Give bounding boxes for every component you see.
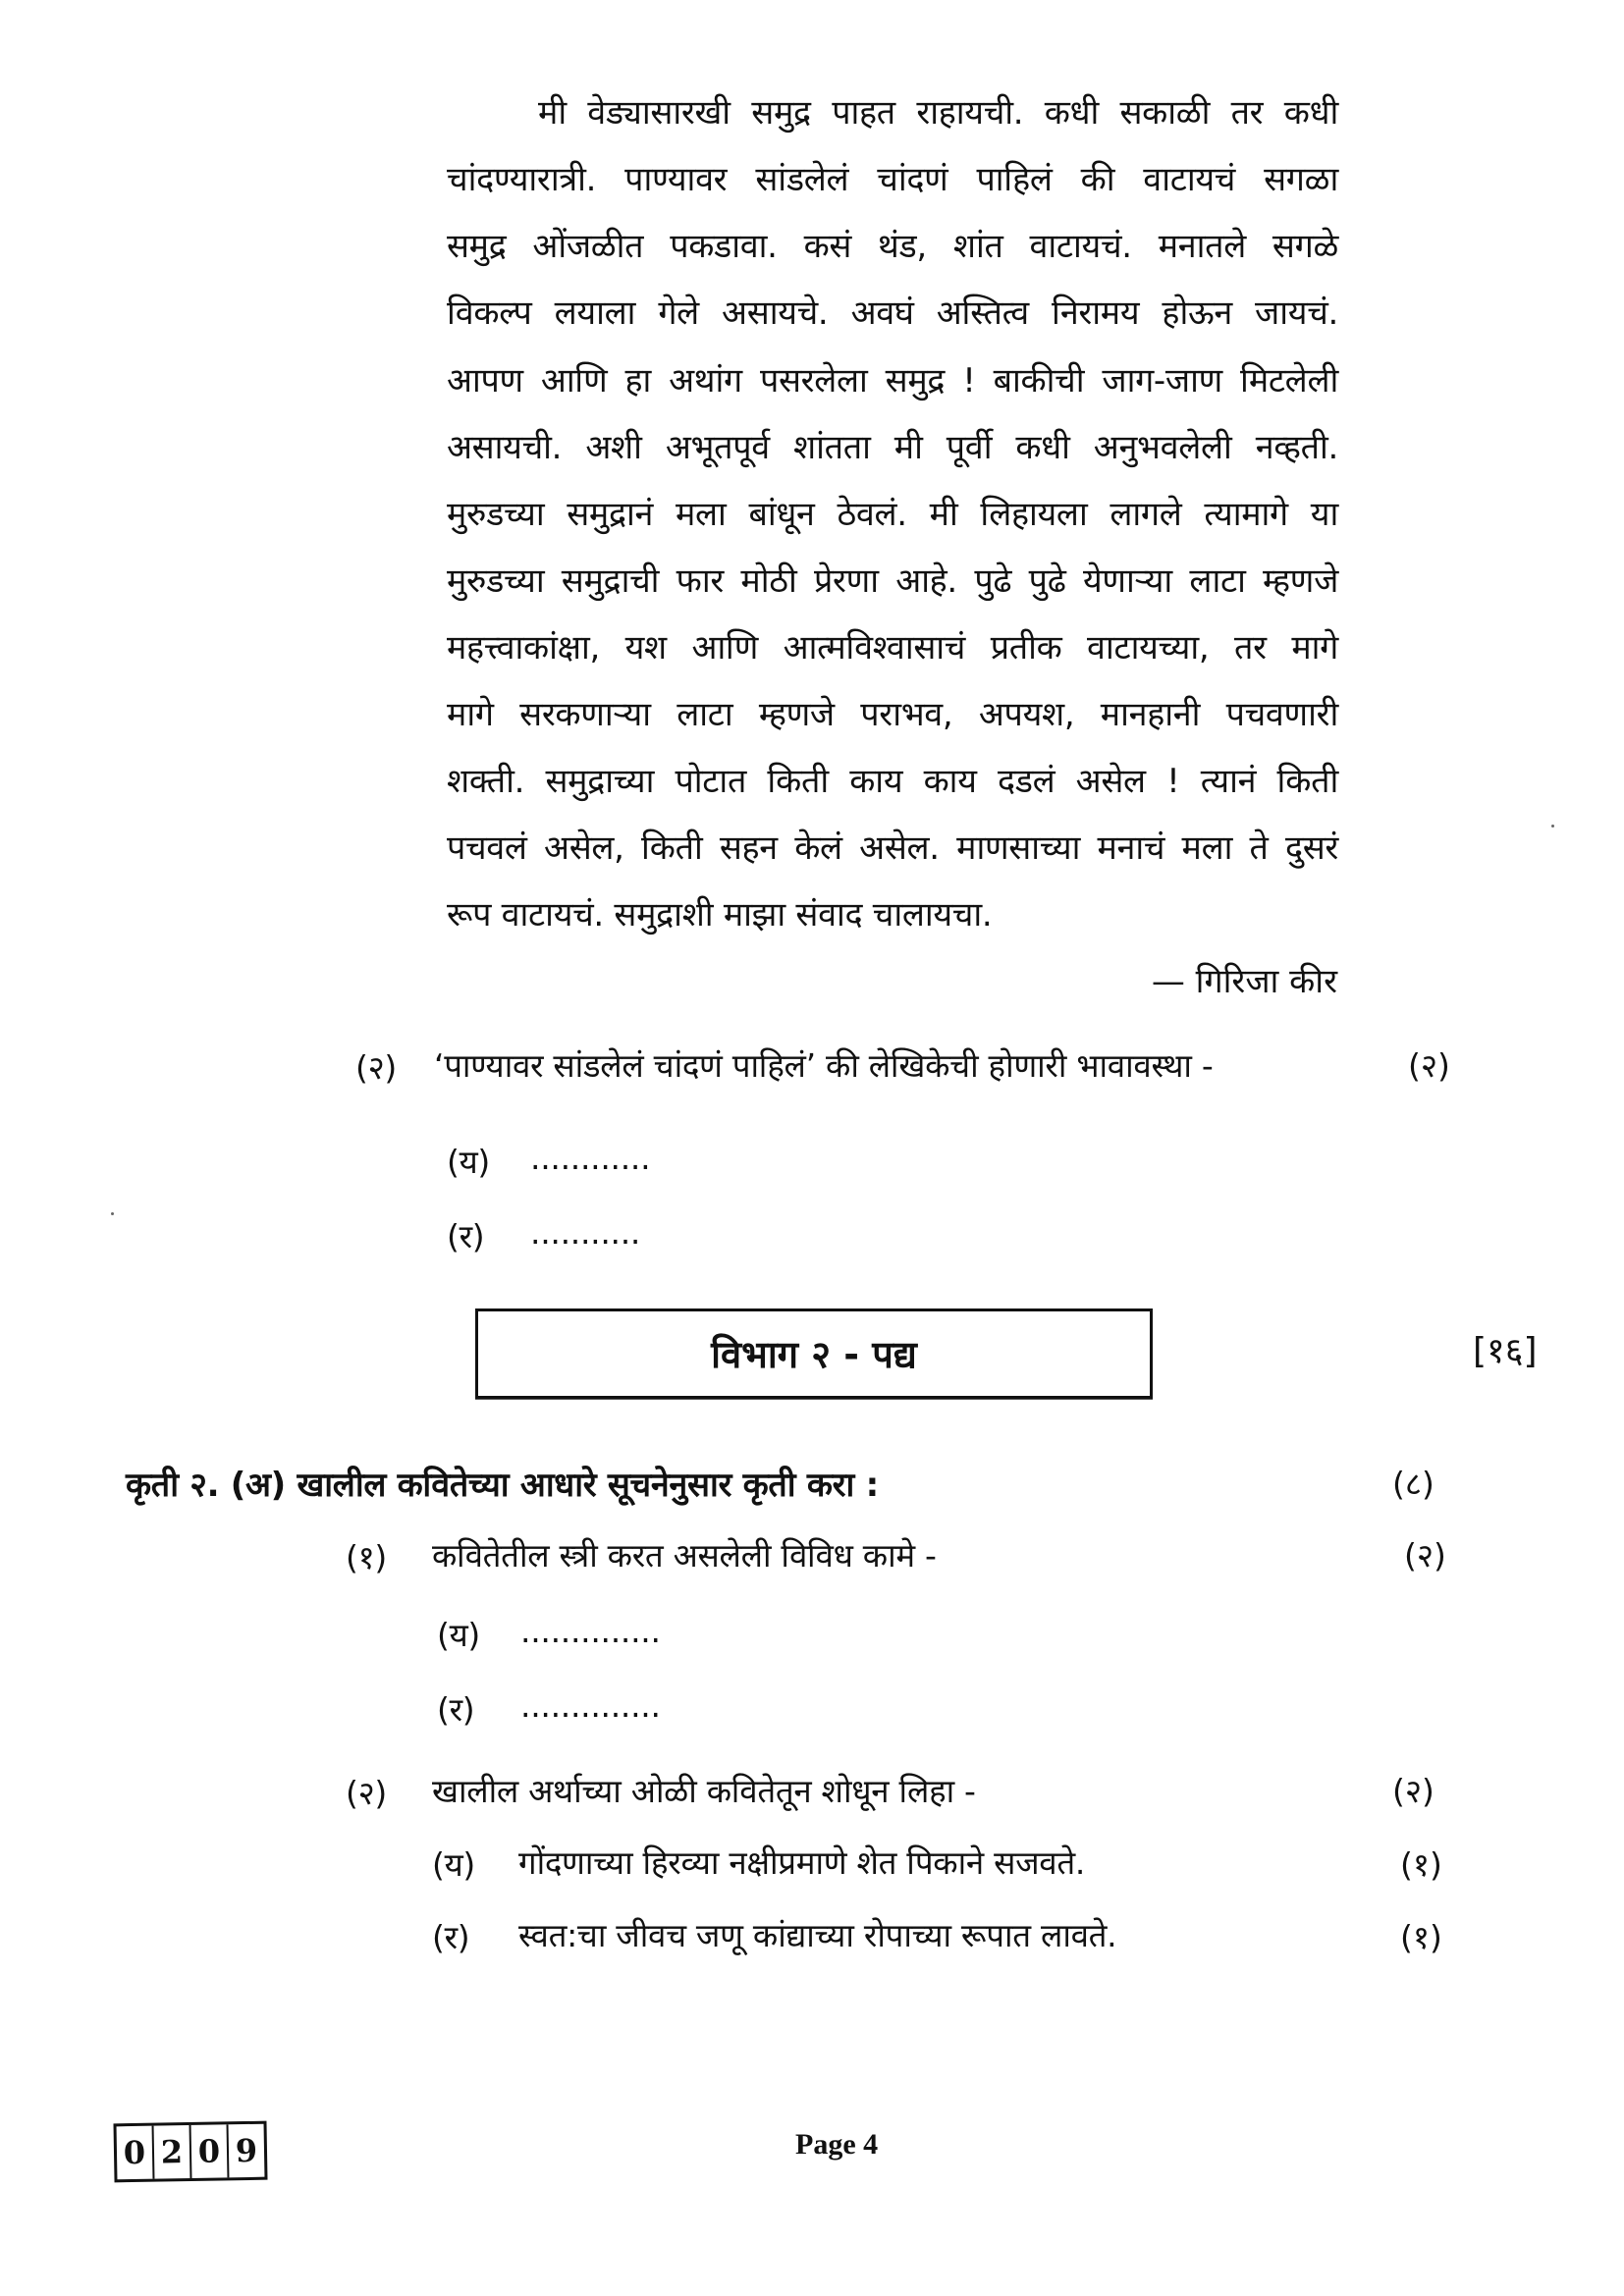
passage-line: महत्त्वाकांक्षा, यश आणि आत्मविश्वासाचं प्रतीक वाटायच्या, तर मागे: [447, 628, 1338, 667]
paper-code-box: [113, 2121, 267, 2183]
subquestion-text: खालील अर्थाच्या ओळी कवितेतून शोधून लिहा -: [432, 1772, 976, 1810]
code-digit: 0: [117, 2126, 155, 2180]
item-marks: (१): [1400, 1845, 1442, 1884]
kruti-marks: (८): [1392, 1465, 1435, 1503]
section-title: विभाग २ - पद्य: [711, 1333, 917, 1376]
subquestion-marks: (२): [1392, 1772, 1435, 1810]
page-number: Page 4: [795, 2128, 879, 2161]
code-digit: 0: [191, 2124, 230, 2178]
question-text: ‘पाण्यावर सांडलेलं चांदणं पाहिलं’ की लेखिकेची होणारी भावावस्था -: [434, 1046, 1214, 1085]
question-marks: (२): [1408, 1046, 1450, 1085]
item-text: गोंदणाच्या हिरव्या नक्षीप्रमाणे शेत पिकाने सजवते.: [518, 1843, 1086, 1882]
passage-line: मागे सरकणाऱ्या लाटा म्हणजे पराभव, अपयश, मानहानी पचवणारी: [447, 695, 1338, 734]
subquestion-number: (१): [346, 1538, 388, 1576]
answer-blank[interactable]: ............: [530, 1139, 651, 1177]
passage-line: चांदण्यारात्री. पाण्यावर सांडलेलं चांदणं पाहिलं की वाटायचं सगळा: [447, 160, 1338, 199]
answer-blank[interactable]: ..............: [520, 1612, 661, 1650]
subquestion-text: कवितेतील स्त्री करत असलेली विविध कामे -: [432, 1536, 937, 1575]
code-digit: 2: [154, 2125, 192, 2179]
question-number: (२): [355, 1048, 398, 1087]
item-text: स्वत:चा जीवच जणू कांद्याच्या रोपाच्या रूपात लावते.: [518, 1916, 1117, 1954]
option-label: (य): [437, 1616, 480, 1654]
option-label: (र): [437, 1690, 475, 1729]
option-label: (र): [447, 1217, 485, 1255]
answer-blank[interactable]: ..............: [520, 1686, 661, 1725]
passage-line: मुरुडच्या समुद्रानं मला बांधून ठेवलं. मी लिहायला लागले त्यामागे या: [447, 495, 1338, 534]
passage-line: मुरुडच्या समुद्राची फार मोठी प्रेरणा आहे. पुढे पुढे येणाऱ्या लाटा म्हणजे: [447, 561, 1338, 601]
code-digit: 9: [235, 2131, 258, 2170]
author-credit: — गिरिजा कीर: [1151, 962, 1337, 1001]
answer-blank[interactable]: ...........: [530, 1213, 641, 1252]
subquestion-number: (२): [346, 1774, 388, 1812]
passage-line: असायची. अशी अभूतपूर्व शांतता मी पूर्वी कधी अनुभवलेली नव्हती.: [447, 428, 1338, 467]
passage-line: शक्ती. समुद्राच्या पोटात किती काय काय दडलं असेल ! त्यानं किती: [447, 762, 1338, 801]
item-marks: (१): [1400, 1918, 1442, 1956]
item-label: (र): [432, 1918, 470, 1956]
scan-speck: [111, 1212, 114, 1215]
passage-line: आपण आणि हा अथांग पसरलेला समुद्र ! बाकीची जाग-जाण मिटलेली: [447, 361, 1338, 400]
passage-line: मी वेड्यासारखी समुद्र पाहत राहायची. कधी सकाळी तर कधी: [538, 93, 1338, 133]
section-marks: [१६]: [1473, 1331, 1538, 1371]
passage-line: विकल्प लयाला गेले असायचे. अवघं अस्तित्व निरामय होऊन जायचं.: [447, 294, 1338, 333]
passage-line: पचवलं असेल, किती सहन केलं असेल. माणसाच्या मनाचं मला ते दुसरं: [447, 828, 1338, 868]
passage-line: रूप वाटायचं. समुद्राशी माझा संवाद चालायचा.: [447, 895, 993, 934]
scan-speck: [1551, 825, 1554, 828]
section-title-box: [475, 1308, 1153, 1399]
passage-line: समुद्र ओंजळीत पकडावा. कसं थंड, शांत वाटायचं. मनातले सगळे: [447, 227, 1338, 266]
kruti-heading: कृती २. (अ) खालील कवितेच्या आधारे सूचनेनुसार कृती करा :: [126, 1466, 879, 1505]
subquestion-marks: (२): [1404, 1536, 1446, 1575]
item-label: (य): [432, 1845, 475, 1884]
option-label: (य): [447, 1143, 490, 1181]
